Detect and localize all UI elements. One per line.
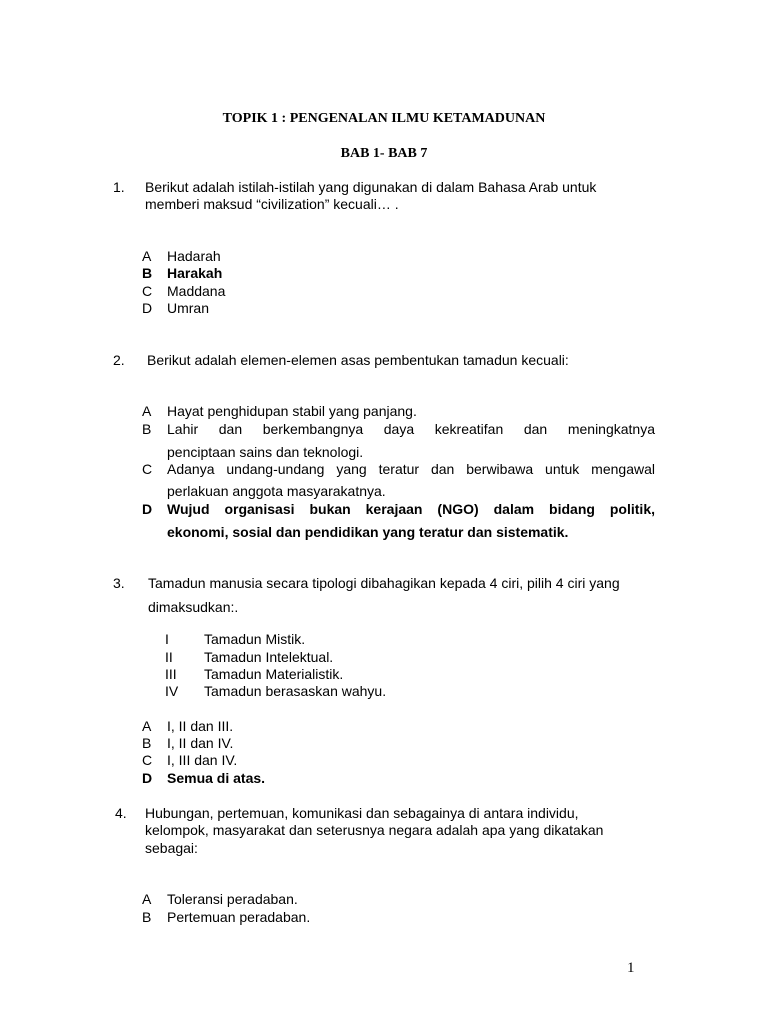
- question-text-line: Berikut adalah elemen-elemen asas pembentukan tamadun kecuali:: [147, 352, 569, 368]
- question-number: 2.: [113, 352, 125, 368]
- option-text: I, II dan III.: [167, 718, 234, 734]
- question-text-line: Hubungan, pertemuan, komunikasi dan sebagainya di antara individu,: [145, 805, 579, 821]
- document-title: TOPIK 1 : PENGENALAN ILMU KETAMADUNAN: [222, 111, 546, 126]
- roman-numeral: IV: [165, 683, 179, 699]
- option-letter: A: [142, 891, 152, 907]
- option-letter: C: [142, 461, 153, 477]
- option-text: Hayat penghidupan stabil yang panjang.: [167, 403, 417, 419]
- option-text: I, III dan IV.: [167, 752, 238, 768]
- question-text-line: sebagai:: [145, 840, 198, 856]
- question-text-line: memberi maksud “civilization” kecuali… .: [145, 196, 399, 212]
- option-letter: A: [142, 718, 152, 734]
- roman-item-text: Tamadun Intelektual.: [204, 649, 334, 665]
- question-text-line: kelompok, masyarakat dan seterusnya negara adalah apa yang dikatakan: [145, 822, 604, 838]
- option-text: Hadarah: [167, 248, 221, 264]
- option-text: penciptaan sains dan teknologi.: [167, 444, 364, 460]
- question-text-line: dimaksudkan:.: [148, 599, 239, 615]
- option-text: Pertemuan peradaban.: [167, 909, 311, 925]
- option-letter: C: [142, 752, 153, 768]
- option-letter: C: [142, 283, 153, 299]
- document-subtitle: BAB 1- BAB 7: [340, 146, 428, 161]
- question-text-line: Tamadun manusia secara tipologi dibahagikan kepada 4 ciri, pilih 4 ciri yang: [148, 575, 620, 591]
- option-letter: A: [142, 403, 152, 419]
- option-letter: B: [142, 909, 152, 925]
- roman-numeral: II: [165, 649, 173, 665]
- roman-item-text: Tamadun Mistik.: [204, 631, 306, 647]
- option-letter: B: [142, 735, 152, 751]
- option-text: I, II dan IV.: [167, 735, 234, 751]
- option-letter: D: [142, 300, 153, 316]
- question-text-line: Berikut adalah istilah-istilah yang digunakan di dalam Bahasa Arab untuk: [145, 179, 597, 195]
- option-text: Adanya undang-undang yang teratur dan berwibawa untuk mengawal: [167, 461, 655, 477]
- option-text: Toleransi peradaban.: [167, 891, 298, 907]
- question-number: 1.: [113, 179, 125, 195]
- option-text: Lahir dan berkembangnya daya kekreatifan dan meningkatnya: [167, 421, 655, 437]
- question-number: 4.: [115, 805, 127, 821]
- option-letter-answer: D: [142, 770, 153, 786]
- option-text: Maddana: [167, 283, 226, 299]
- option-letter: A: [142, 248, 152, 264]
- option-letter-answer: D: [142, 501, 153, 517]
- option-text: perlakuan anggota masyarakatnya.: [167, 483, 386, 499]
- option-text-answer: Wujud organisasi bukan kerajaan (NGO) dalam bidang politik,: [167, 501, 655, 517]
- roman-item-text: Tamadun Materialistik.: [204, 666, 344, 682]
- roman-item-text: Tamadun berasaskan wahyu.: [204, 683, 387, 699]
- page-number: 1: [627, 960, 635, 976]
- option-text: Umran: [167, 300, 210, 316]
- roman-numeral: I: [165, 631, 169, 647]
- option-text-answer: Semua di atas.: [167, 770, 266, 786]
- option-text-answer: Harakah: [167, 265, 223, 281]
- question-number: 3.: [113, 575, 125, 591]
- option-letter-answer: B: [142, 265, 153, 281]
- option-letter: B: [142, 421, 152, 437]
- option-text-answer: ekonomi, sosial dan pendidikan yang teratur dan sistematik.: [167, 524, 569, 540]
- roman-numeral: III: [165, 666, 177, 682]
